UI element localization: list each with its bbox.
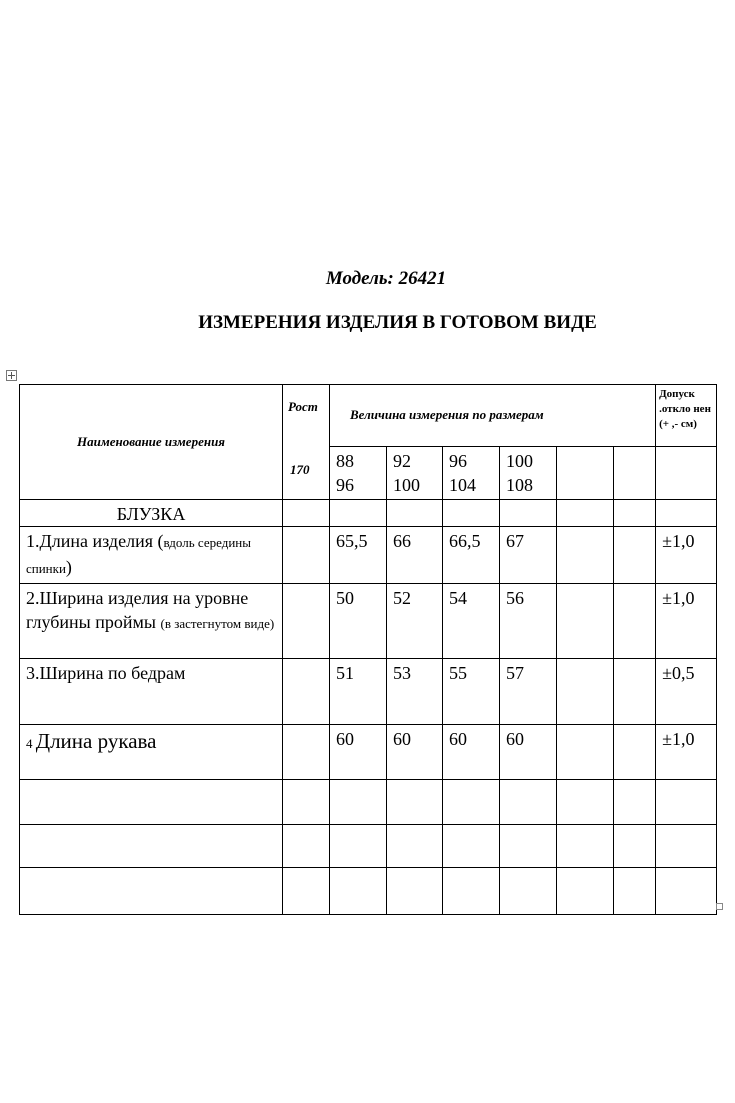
value-cell: 60 <box>387 725 443 780</box>
empty-cell <box>614 725 656 780</box>
measurement-name: 1.Длина изделия ( <box>26 531 164 551</box>
empty-cell <box>500 868 557 915</box>
value-cell: 54 <box>443 584 500 659</box>
value-cell: 53 <box>387 659 443 725</box>
value-cell: 50 <box>330 584 387 659</box>
empty-cell <box>20 825 283 868</box>
empty-cell <box>283 500 330 527</box>
empty-cell <box>656 868 717 915</box>
empty-cell <box>20 868 283 915</box>
empty-cell <box>20 780 283 825</box>
table-move-icon[interactable] <box>6 370 17 381</box>
size-bottom: 100 <box>393 475 420 495</box>
empty-cell <box>557 725 614 780</box>
empty-cell <box>283 725 330 780</box>
empty-cell <box>614 825 656 868</box>
size-bottom: 108 <box>506 475 533 495</box>
section-row <box>20 500 717 527</box>
size-top: 88 <box>336 451 354 471</box>
empty-cell <box>443 780 500 825</box>
value-cell: 60 <box>500 725 557 780</box>
empty-cell <box>330 500 387 527</box>
measurement-name-tail: ) <box>65 557 72 577</box>
sizes-label: Величина измерения по размерам <box>350 407 544 422</box>
empty-cell <box>557 780 614 825</box>
empty-cell <box>557 527 614 584</box>
header-name-cell <box>20 385 283 500</box>
empty-cell <box>614 584 656 659</box>
empty-cell <box>500 500 557 527</box>
empty-row <box>20 825 717 868</box>
empty-cell <box>557 868 614 915</box>
value-cell: 56 <box>500 584 557 659</box>
value-cell: 60 <box>330 725 387 780</box>
size-top: 92 <box>393 451 411 471</box>
measurement-name: Длина рукава <box>35 729 157 753</box>
size-bottom: 96 <box>336 475 354 495</box>
measurement-name-cell <box>20 527 283 584</box>
table-row <box>20 725 717 780</box>
empty-cell <box>330 780 387 825</box>
measurement-number: 4 <box>26 736 36 751</box>
empty-cell <box>443 868 500 915</box>
empty-cell <box>656 447 717 500</box>
empty-cell <box>500 780 557 825</box>
tolerance-label: Допуск .откло нен (+ ,- см) <box>659 388 711 430</box>
value-cell: 51 <box>330 659 387 725</box>
size-cell <box>330 447 387 500</box>
rost-label: Рост <box>288 399 318 414</box>
empty-cell <box>283 868 330 915</box>
empty-cell <box>614 447 656 500</box>
empty-cell <box>557 659 614 725</box>
table-row <box>20 584 717 659</box>
measurement-note: вдоль середины спинки <box>26 535 251 576</box>
empty-cell <box>614 527 656 584</box>
value-cell: 55 <box>443 659 500 725</box>
empty-cell <box>387 780 443 825</box>
section-label: БЛУЗКА <box>116 504 186 524</box>
header-tolerance-cell <box>656 385 717 447</box>
table-resize-handle[interactable] <box>716 903 723 910</box>
measurement-name-cell <box>20 659 283 725</box>
size-top: 96 <box>449 451 467 471</box>
model-title: Модель: 26421 <box>325 268 447 289</box>
empty-cell <box>656 825 717 868</box>
value-cell: 52 <box>387 584 443 659</box>
measurement-note: (в застегнутом виде) <box>160 616 275 631</box>
measurement-name-cell <box>20 725 283 780</box>
size-cell <box>387 447 443 500</box>
empty-cell <box>387 868 443 915</box>
empty-cell <box>443 500 500 527</box>
document-heading: ИЗМЕРЕНИЯ ИЗДЕЛИЯ В ГОТОВОМ ВИДЕ <box>198 312 597 333</box>
empty-cell <box>283 825 330 868</box>
value-cell: 65,5 <box>330 527 387 584</box>
tolerance-cell: ±1,0 <box>656 527 717 584</box>
measurement-name: 3.Ширина по бедрам <box>26 663 186 683</box>
measurements-table <box>19 384 717 915</box>
empty-cell <box>283 584 330 659</box>
value-cell: 66 <box>387 527 443 584</box>
value-cell: 60 <box>443 725 500 780</box>
empty-cell <box>283 659 330 725</box>
measurement-name: 2.Ширина изделия на уровне глубины проймы <box>26 588 249 632</box>
header-sizes-cell <box>330 385 656 447</box>
size-bottom: 104 <box>449 475 476 495</box>
value-cell: 67 <box>500 527 557 584</box>
empty-cell <box>614 500 656 527</box>
section-cell <box>20 500 283 527</box>
measurement-name-cell <box>20 584 283 659</box>
empty-cell <box>443 825 500 868</box>
tolerance-cell: ±0,5 <box>656 659 717 725</box>
empty-cell <box>557 500 614 527</box>
empty-cell <box>283 527 330 584</box>
empty-cell <box>614 868 656 915</box>
empty-cell <box>500 825 557 868</box>
header-rost-cell <box>283 385 330 500</box>
empty-cell <box>557 584 614 659</box>
tolerance-cell: ±1,0 <box>656 584 717 659</box>
empty-cell <box>387 825 443 868</box>
value-cell: 66,5 <box>443 527 500 584</box>
rost-value: 170 <box>290 462 310 477</box>
empty-cell <box>614 780 656 825</box>
table-row <box>20 527 717 584</box>
empty-row <box>20 780 717 825</box>
empty-cell <box>656 780 717 825</box>
empty-cell <box>557 447 614 500</box>
header-name-label: Наименование измерения <box>77 434 225 449</box>
empty-cell <box>330 868 387 915</box>
empty-cell <box>387 500 443 527</box>
size-cell <box>500 447 557 500</box>
empty-cell <box>283 780 330 825</box>
value-cell: 57 <box>500 659 557 725</box>
size-top: 100 <box>506 451 533 471</box>
empty-cell <box>656 500 717 527</box>
empty-cell <box>614 659 656 725</box>
empty-cell <box>557 825 614 868</box>
empty-cell <box>330 825 387 868</box>
empty-row <box>20 868 717 915</box>
size-cell <box>443 447 500 500</box>
table-row <box>20 659 717 725</box>
tolerance-cell: ±1,0 <box>656 725 717 780</box>
header-row <box>20 385 717 447</box>
